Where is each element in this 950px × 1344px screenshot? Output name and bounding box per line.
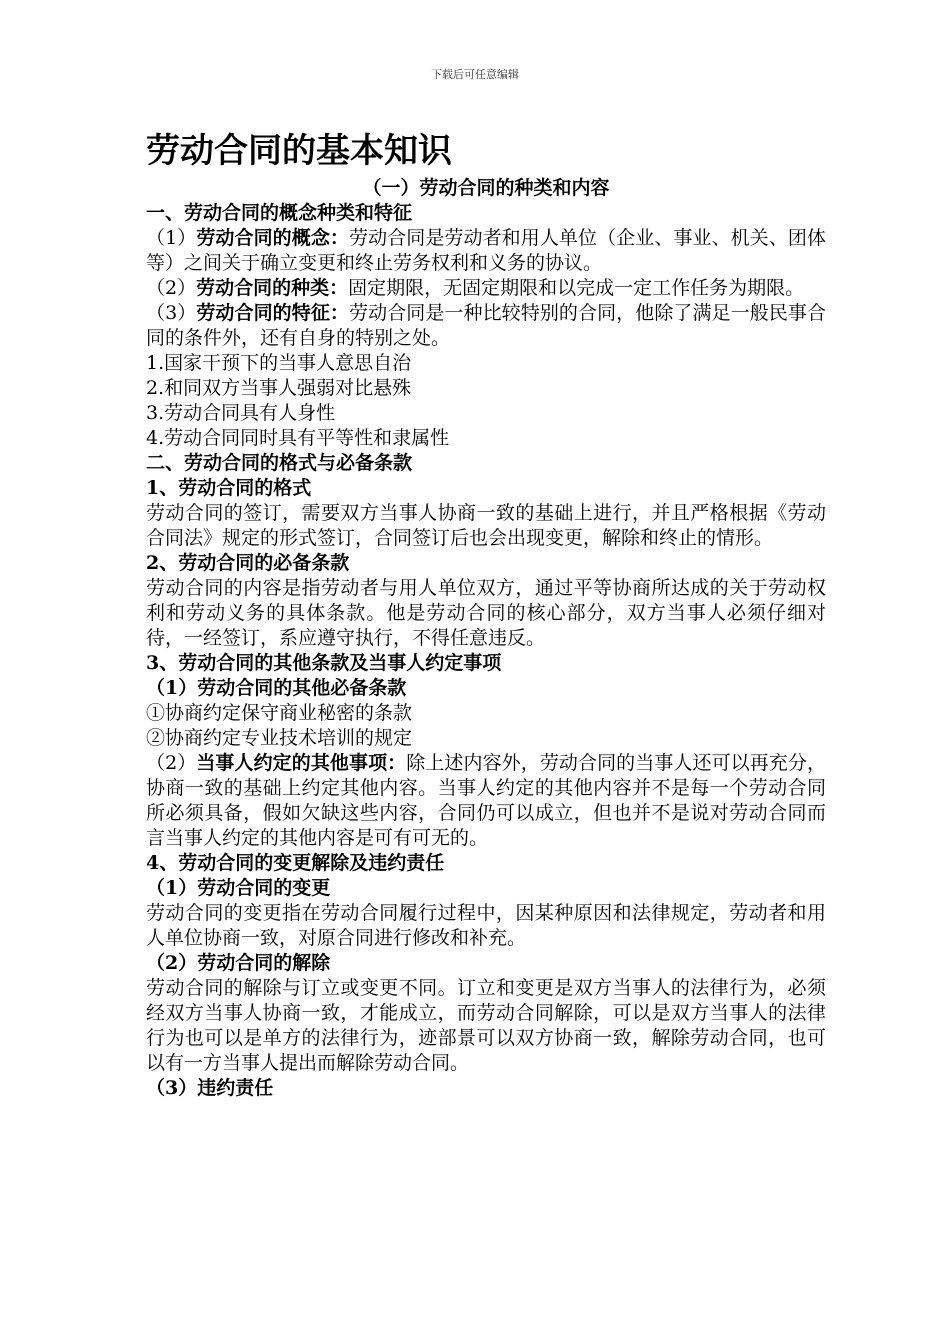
- list-item: 4.劳动合同同时具有平等性和隶属性: [146, 427, 450, 449]
- document-title: 劳动合同的基本知识: [146, 131, 452, 171]
- heading-other-clauses: 3、劳动合同的其他条款及当事人约定事项: [146, 652, 502, 674]
- list-item: ①协商约定保守商业秘密的条款: [146, 702, 413, 724]
- section-subtitle: （一）劳动合同的种类和内容: [362, 177, 610, 199]
- paragraph-features: [146, 301, 826, 351]
- heading-dissolve: （2）劳动合同的解除: [146, 952, 331, 974]
- paragraph-types: [146, 276, 826, 301]
- document-body: [146, 128, 826, 1101]
- para-prefix: （3）: [146, 302, 197, 324]
- heading-liability: （3）违约责任: [146, 1077, 274, 1099]
- para-label: 劳动合同的概念：: [196, 227, 350, 249]
- list-item: 1.国家干预下的当事人意思自治: [146, 352, 412, 374]
- paragraph-required-clauses: 劳动合同的内容是指劳动者与用人单位双方，通过平等协商所达成的关于劳动权利和劳动义务的具体条款。他是劳动合同的核心部分，双方当事人必须仔细对待，一经签订，系应遵守执行，不得任意违反。: [146, 577, 826, 649]
- heading-change: （1）劳动合同的变更: [146, 877, 331, 899]
- para-label: 当事人约定的其他事项：: [196, 752, 407, 774]
- para-label: 劳动合同的种类：: [196, 277, 349, 299]
- para-text: 固定期限，无固定期限和以完成一定工作任务为期限。: [348, 277, 805, 299]
- list-item: ②协商约定专业技术培训的规定: [146, 727, 413, 749]
- paragraph-format: 劳动合同的签订，需要双方当事人协商一致的基础上进行，并且严格根据《劳动合同法》规定的形式签订，合同签订后也会出现变更，解除和终止的情形。: [146, 502, 826, 549]
- para-prefix: （2）: [146, 752, 197, 774]
- paragraph-dissolve: 劳动合同的解除与订立或变更不同。订立和变更是双方当事人的法律行为，必须经双方当事人协商一致，才能成立，而劳动合同解除，可以是双方当事人的法律行为也可以是单方的法律行为，迹部景可以双方协商一致，解除劳动合同，也可以有一方当事人提出而解除劳动合同。: [146, 977, 826, 1074]
- heading-change-section: 4、劳动合同的变更解除及违约责任: [146, 852, 445, 874]
- paragraph-concept: [146, 226, 826, 276]
- heading-other-required: （1）劳动合同的其他必备条款: [146, 677, 407, 699]
- heading-required-clauses: 2、劳动合同的必备条款: [146, 552, 350, 574]
- para-label: 劳动合同的特征：: [196, 302, 350, 324]
- para-text: 劳动合同是劳动者和用人单位（企业、事业、机关、团体等）之间关于确立变更和终止劳务权利和义务的协议。: [146, 227, 826, 274]
- heading-format-section: 二、劳动合同的格式与必备条款: [146, 452, 413, 474]
- heading-format: 1、劳动合同的格式: [146, 477, 312, 499]
- para-text: 劳动合同是一种比较特别的合同，他除了满足一般民事合同的条件外，还有自身的特别之处。: [146, 302, 826, 349]
- para-prefix: （1）: [146, 227, 197, 249]
- para-text: 除上述内容外，劳动合同的当事人还可以再充分，协商一致的基础上约定其他内容。当事人约定的其他内容并不是每一个劳动合同所必须具备，假如欠缺这些内容，合同仍可以成立，但也并不是说对劳动合同而言当事人约定的其他内容是可有可无的。: [146, 752, 826, 849]
- list-item: 2.和同双方当事人强弱对比悬殊: [146, 377, 412, 399]
- page-header: 下载后可任意编辑: [431, 68, 519, 81]
- paragraph-other-matters: [146, 751, 826, 851]
- para-prefix: （2）: [146, 277, 197, 299]
- list-item: 3.劳动合同具有人身性: [146, 402, 336, 424]
- heading-concept: 一、劳动合同的概念种类和特征: [146, 202, 413, 224]
- paragraph-change: 劳动合同的变更指在劳动合同履行过程中，因某种原因和法律规定，劳动者和用人单位协商一致，对原合同进行修改和补充。: [146, 902, 826, 949]
